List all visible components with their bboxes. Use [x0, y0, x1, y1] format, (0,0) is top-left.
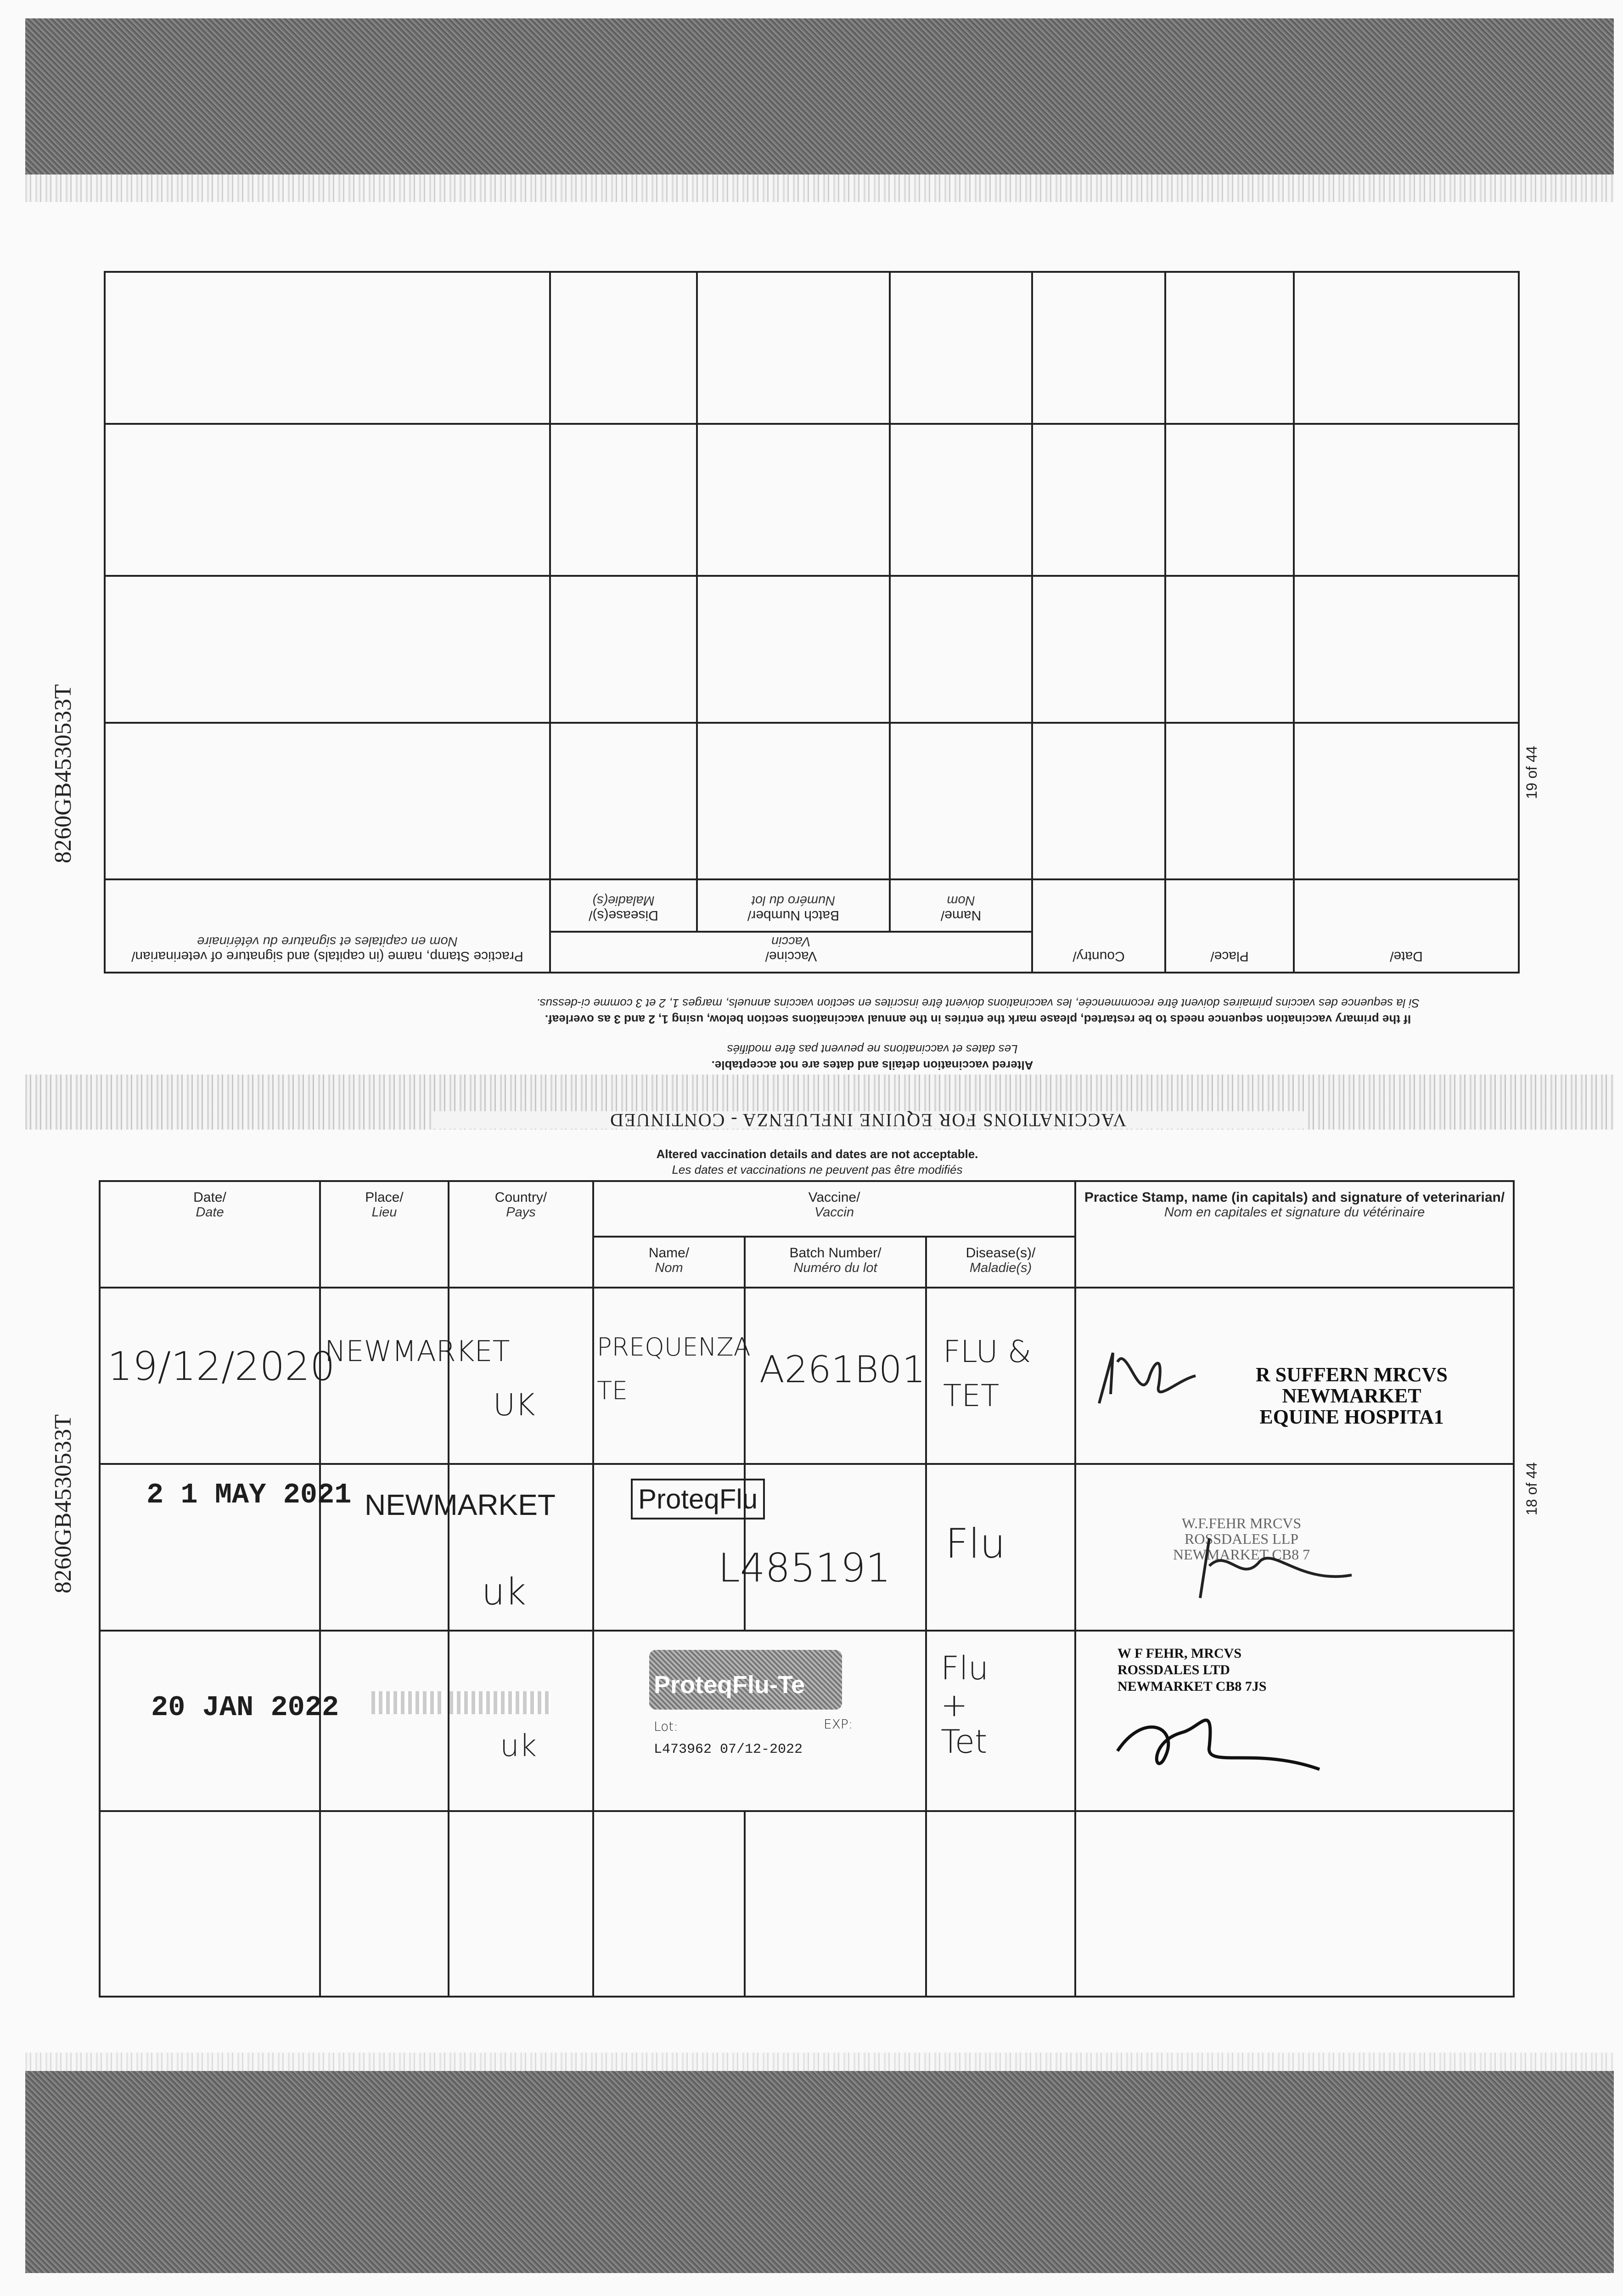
vet-stamp-line: NEWMARKET — [1282, 1384, 1421, 1407]
vet-stamp-line: ROSSDALES LTD — [1118, 1662, 1230, 1677]
upper-vaccination-table — [106, 271, 1520, 974]
scan-border-bottom — [25, 2071, 1614, 2273]
table-row — [100, 1464, 1514, 1631]
header-name: Name/ Nom — [593, 1237, 745, 1288]
entry-date: 20 JAN 2022 — [100, 1631, 320, 1812]
vet-stamp-line: W F FEHR, MRCVS — [1118, 1645, 1242, 1661]
entry-vaccine-name: ProteqFlu — [593, 1464, 745, 1631]
upper-header-batch: Batch Number/ Numéro du lot — [697, 879, 890, 932]
entry-vet-stamp — [1075, 1288, 1514, 1463]
empty-cell — [100, 1811, 320, 1997]
upper-header-vaccine: Vaccine/ Vaccin — [550, 932, 1032, 973]
altered-notice-fr-upper: Les dates et vaccinations ne peuvent pas être modifiés — [727, 1042, 1018, 1056]
scan-border-top-fade — [25, 174, 1614, 202]
upper-row-cell — [1294, 723, 1519, 879]
entry-date: 2 1 MAY 2021 — [100, 1464, 320, 1631]
entry-country: uk — [449, 1631, 593, 1812]
header-country: Country/ Pays — [449, 1181, 593, 1288]
entry-vet-stamp — [1075, 1464, 1514, 1631]
vet-stamp-line: ROSSDALES LLP — [1185, 1530, 1299, 1547]
upper-row-cell — [1294, 272, 1519, 424]
header-place: Place/ Lieu — [320, 1181, 449, 1288]
scan-border-top — [25, 18, 1614, 174]
entry-vaccine-name: PREQUENZA TE — [593, 1288, 745, 1463]
entry-country: UK — [449, 1288, 593, 1463]
upper-header-name: Name/ Nom — [890, 879, 1032, 932]
entry-disease: Flu — [926, 1464, 1075, 1631]
header-practice-stamp: Practice Stamp, name (in capitals) and signature of veterinarian/ Nom en capitales et signature du vétérinaire — [1075, 1181, 1514, 1288]
document-id-lower: 8260GB4530533T — [50, 1414, 76, 1593]
vet-signature — [1182, 1520, 1356, 1603]
altered-notice-en-upper: Altered vaccination details and dates are not acceptable. — [711, 1058, 1033, 1072]
header-disease: Disease(s)/ Maladie(s) — [926, 1237, 1075, 1288]
section-title: VACCINATIONS FOR EQUINE INFLUENZA - CONTINUED — [432, 1111, 1304, 1129]
entry-place: NEWMARKET — [320, 1288, 449, 1463]
upper-header-place: Place/ — [1165, 879, 1294, 973]
table-row — [100, 1288, 1514, 1463]
entry-disease: FLU & TET — [926, 1288, 1075, 1463]
entry-disease: Flu + Tet — [926, 1631, 1075, 1812]
restart-notice-en: If the primary vaccination sequence needs to be restarted, please mark the entries in the annual vaccinations section below, using 1, 2 and 3 as overleaf. — [545, 1013, 1411, 1026]
upper-row-cell — [1294, 576, 1519, 723]
entry-batch: L485191 — [745, 1464, 926, 1631]
table-row — [100, 1631, 1514, 1812]
upper-row-cell — [1294, 424, 1519, 576]
vet-stamp-line: W.F.FEHR MRCVS — [1181, 1514, 1302, 1531]
page-number-upper: 19 of 44 — [1523, 746, 1540, 799]
vaccination-table — [99, 1180, 1515, 1998]
header-date: Date/ Date — [100, 1181, 320, 1288]
upper-header-date: Date/ — [1294, 879, 1519, 973]
upper-header-disease: Disease(s)/ Maladie(s) — [550, 879, 697, 932]
faded-place-stamp — [449, 1691, 550, 1714]
header-vaccine: Vaccine/ Vaccin — [593, 1181, 1075, 1237]
page-number-lower: 18 of 44 — [1523, 1462, 1540, 1515]
entry-country: uk — [449, 1464, 593, 1631]
vet-signature — [1108, 1691, 1347, 1783]
table-row — [100, 1811, 1514, 1997]
vet-signature — [1085, 1325, 1214, 1417]
entry-date: 19/12/2020 — [100, 1288, 320, 1463]
entry-batch: A261B01 — [745, 1288, 926, 1463]
scan-border-bottom-fade — [25, 2053, 1614, 2071]
faded-place-stamp — [371, 1691, 445, 1714]
vet-stamp-line: R SUFFERN MRCVS — [1256, 1363, 1448, 1386]
header-batch: Batch Number/ Numéro du lot — [745, 1237, 926, 1288]
vet-stamp-line: NEWMARKET CB8 7 — [1173, 1546, 1310, 1563]
upper-header-country: Country/ — [1032, 879, 1165, 973]
entry-vet-stamp — [1075, 1631, 1514, 1812]
vet-stamp-line: EQUINE HOSPITA1 — [1259, 1406, 1444, 1429]
altered-notice-en: Altered vaccination details and dates are not acceptable. — [656, 1147, 978, 1161]
entry-place — [320, 1631, 449, 1812]
document-id-upper: 8260GB4530533T — [50, 684, 76, 863]
upper-header-stamp: Practice Stamp, name (in capitals) and signature of veterinarian/ Nom en capitales et signature du vétérinaire — [105, 879, 550, 973]
restart-notice-fr: Si la sequence des vaccins primaires doivent être recommencée, les vaccinations doivent être inscrites en section vaccins annuels, marges 1, 2 et 3 comme ci-dessus. — [536, 996, 1420, 1010]
entry-vaccine-label-sticker: ProteqFlu-Te Lot: EXP: L473962 07/12-2022 — [593, 1631, 926, 1812]
altered-notice-fr: Les dates et vaccinations ne peuvent pas être modifiés — [672, 1163, 963, 1176]
vet-stamp-line: NEWMARKET CB8 7JS — [1118, 1678, 1267, 1694]
entry-place: NEWMARKET — [320, 1464, 449, 1631]
